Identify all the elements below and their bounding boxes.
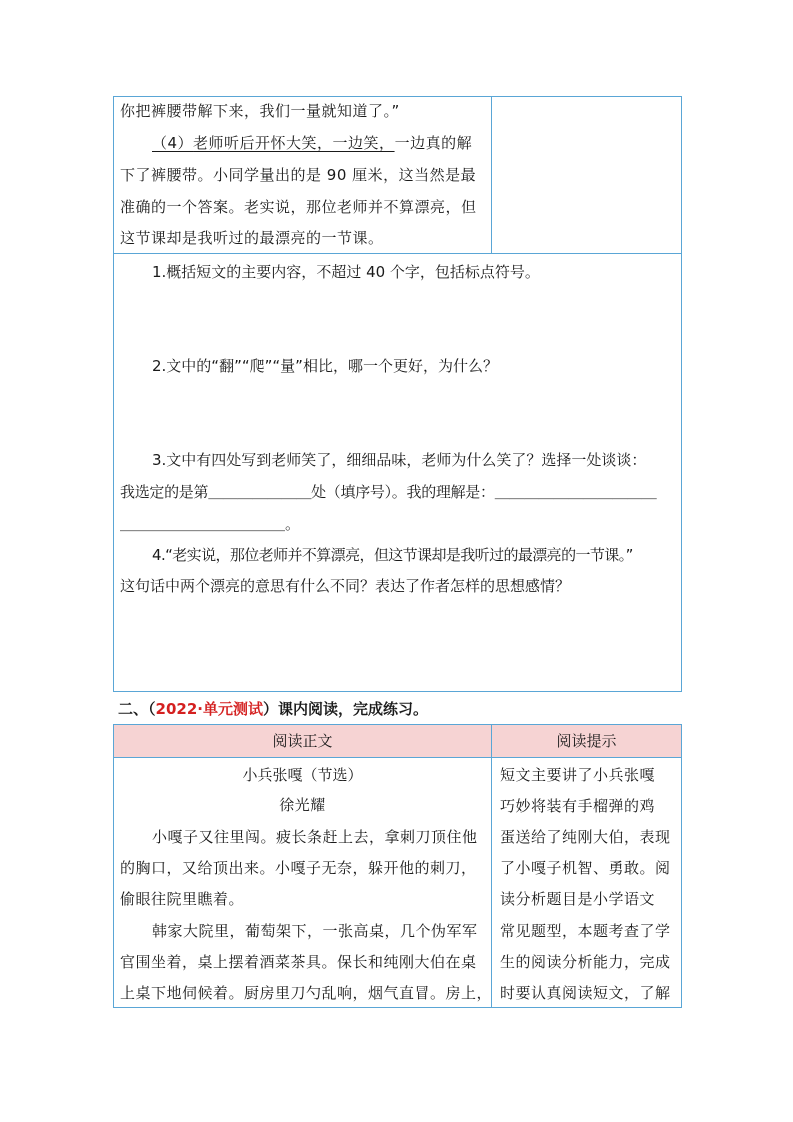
- question-3: 3.文中有四处写到老师笑了，细细品味，老师为什么笑了？选择一处谈谈：: [152, 451, 647, 469]
- question-2: 2.文中的“翻”“爬”“量”相比，哪一个更好，为什么？: [152, 357, 498, 375]
- table2-header-divider: [113, 757, 682, 758]
- passage-line: 下了裤腰带。小同学量出的是 90 厘米，这当然是最: [120, 166, 477, 184]
- section-prefix: 二、（: [118, 700, 156, 718]
- hint-line: 常见题型，本题考查了学: [500, 922, 671, 940]
- hint-line: 了小嘎子机智、勇敢。阅: [500, 859, 671, 877]
- table1-column-divider: [491, 96, 492, 253]
- passage-line: 这节课却是我听过的最漂亮的一节课。: [120, 229, 384, 247]
- passage-author: 徐光耀: [279, 796, 326, 814]
- underlined-text: 老师听后开怀大笑，一边笑，: [193, 134, 395, 152]
- hint-line: 蛋送给了纯刚大伯，表现: [500, 828, 671, 846]
- question-4: 4.“老实说，那位老师并不算漂亮，但这节课却是我听过的最漂亮的一节课。”: [152, 546, 633, 564]
- question-4: 这句话中两个漂亮的意思有什么不同？表达了作者怎样的思想感情？: [120, 577, 571, 595]
- underlined-sentence: [152, 134, 395, 152]
- hint-line: 时要认真阅读短文，了解: [500, 984, 671, 1002]
- hint-line: 巧妙将装有手榴弹的鸡: [500, 797, 656, 815]
- question-3-answer-line: ＿＿＿＿＿＿＿＿＿＿＿。: [120, 515, 301, 533]
- hint-line: 读分析题目是小学语文: [500, 890, 656, 908]
- reading-table-1: [113, 96, 682, 692]
- passage-line: 的胸口，又给顶出来。小嘎子无奈，躲开他的刺刀，: [120, 859, 477, 877]
- table1-row-divider: [113, 253, 682, 254]
- header-reading-hint: 阅读提示: [556, 732, 617, 750]
- passage-line: 偷眼往院里瞧着。: [120, 890, 245, 908]
- question-3-answer-line: 我选定的是第＿＿＿＿＿＿＿处（填序号）。我的理解是：＿＿＿＿＿＿＿＿＿＿＿: [120, 483, 657, 501]
- passage-line: 准确的一个答案。老实说，那位老师并不算漂亮，但: [120, 198, 477, 216]
- header-reading-text: 阅读正文: [272, 732, 333, 750]
- hint-line: 短文主要讲了小兵张嘎: [500, 766, 656, 784]
- source-tag: 2022·单元测试: [155, 700, 263, 718]
- passage-line: [152, 133, 472, 153]
- section-heading: [118, 699, 428, 719]
- hint-line: 生的阅读分析能力，完成: [500, 953, 671, 971]
- passage-line: 小嘎子又往里闯。疲长条赶上去，拿刺刀顶住他: [152, 828, 478, 846]
- section-suffix: ）课内阅读，完成练习。: [262, 700, 428, 718]
- table2-column-divider: [491, 724, 492, 1008]
- passage-text: 一边真的解: [394, 134, 473, 152]
- passage-title: 小兵张嘎（节选）: [242, 766, 363, 784]
- passage-line: 上桌下地伺候着。厨房里刀勺乱响，烟气直冒。房上，: [120, 984, 493, 1002]
- passage-line: 官围坐着，桌上摆着酒菜茶具。保长和纯刚大伯在桌: [120, 953, 477, 971]
- passage-line: 韩家大院里，葡萄架下，一张高桌，几个伪军军: [152, 922, 478, 940]
- paragraph-number: （4）: [152, 134, 194, 152]
- question-1: 1.概括短文的主要内容，不超过 40 个字，包括标点符号。: [152, 263, 540, 281]
- passage-line: 你把裤腰带解下来，我们一量就知道了。”: [120, 102, 400, 120]
